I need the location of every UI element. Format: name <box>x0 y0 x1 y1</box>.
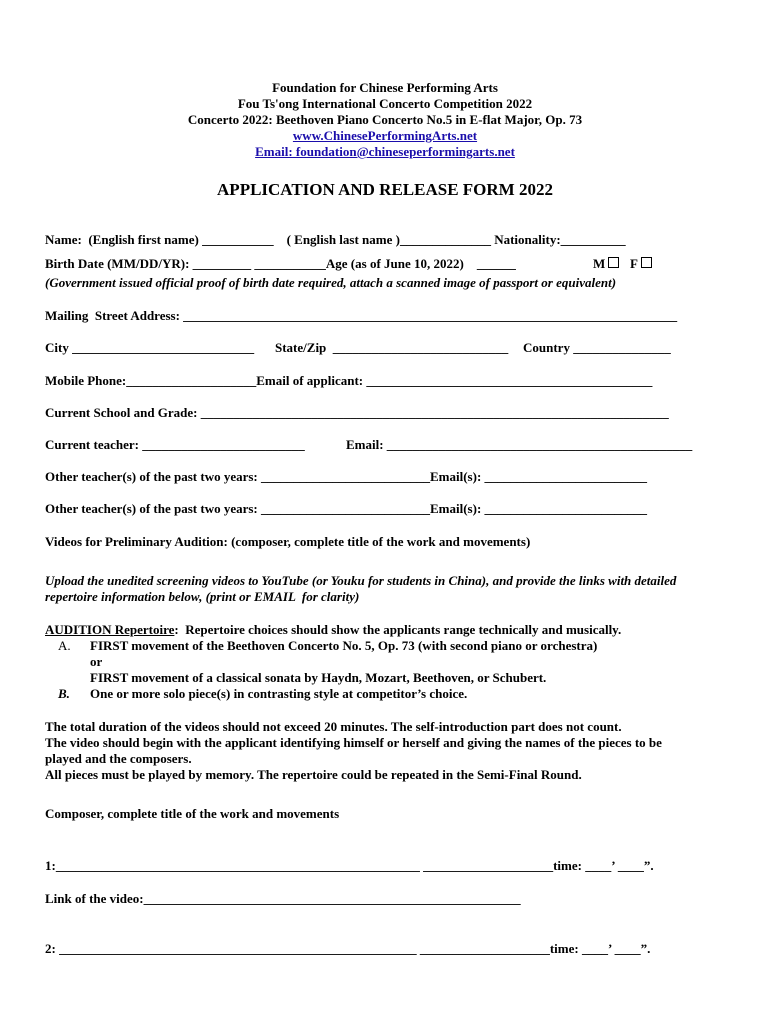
birth-date-field[interactable]: Birth Date (MM/DD/YR): _________ ___________Age (as of June 10, 2022) ______ <box>45 256 516 271</box>
org-name: Foundation for Chinese Performing Arts <box>272 80 498 95</box>
checkbox-icon[interactable] <box>641 257 652 268</box>
sex-female-label: F <box>630 256 638 271</box>
rule-line: played and the composers. <box>45 751 192 766</box>
item-a-marker: A. <box>58 638 71 653</box>
city-field[interactable]: City ____________________________ <box>45 340 255 355</box>
video-instructions-line-2: repertoire information below, (print or EMAIL for clarity) <box>45 589 360 604</box>
teacher-email-field[interactable]: Email: _______________________________________________ <box>346 437 693 452</box>
video-instructions-line-1: Upload the unedited screening videos to YouTube (or Youku for students in China), and provide the links with detailed <box>45 573 677 588</box>
checkbox-icon[interactable] <box>608 257 619 268</box>
name-field[interactable]: Name: (English first name) ___________ ( English last name )______________ Nationality:__________ <box>45 232 626 247</box>
item-b-text: One or more solo piece(s) in contrasting style at competitor’s choice. <box>90 686 468 701</box>
rule-line: All pieces must be played by memory. The repertoire could be repeated in the Semi-Final Round. <box>45 767 582 782</box>
item-b-marker: B. <box>58 686 70 701</box>
repertoire-intro-text: : Repertoire choices should show the applicants range technically and musically. <box>174 622 622 637</box>
competition-name: Fou Ts'ong International Concerto Competition 2022 <box>237 96 533 111</box>
country-field[interactable]: Country _______________ <box>523 340 671 355</box>
repertoire-intro <box>45 622 621 638</box>
current-teacher-field[interactable]: Current teacher: _________________________ <box>45 437 305 452</box>
proof-note: (Government issued official proof of birth date required, attach a scanned image of passport or equivalent) <box>45 275 617 290</box>
website-link[interactable]: www.ChinesePerformingArts.net <box>292 128 478 143</box>
mobile-email-field[interactable]: Mobile Phone:____________________Email of applicant: ____________________________________________ <box>45 373 653 388</box>
mailing-address-field[interactable]: Mailing Street Address: ____________________________________________________________________________ <box>45 308 678 323</box>
sex-female-option[interactable] <box>630 256 652 272</box>
sex-male-label: M <box>593 256 606 271</box>
item-a-text: FIRST movement of the Beethoven Concerto No. 5, Op. 73 (with second piano or orchestra) <box>90 638 598 653</box>
video-link-field-1[interactable]: Link of the video:__________________________________________________________ <box>45 891 521 906</box>
concerto-title: Concerto 2022: Beethoven Piano Concerto No.5 in E-flat Major, Op. 73 <box>187 112 583 127</box>
email-link[interactable]: Email: foundation@chineseperformingarts.net <box>255 144 515 159</box>
videos-heading: Videos for Preliminary Audition: (composer, complete title of the work and movements) <box>45 534 531 549</box>
composer-heading: Composer, complete title of the work and movements <box>45 806 340 821</box>
other-teacher-field-2[interactable]: Other teacher(s) of the past two years: __________________________Email(s): _________________________ <box>45 501 648 516</box>
form-title: APPLICATION AND RELEASE FORM 2022 <box>217 180 553 199</box>
item-a-or: or <box>90 654 103 669</box>
school-grade-field[interactable]: Current School and Grade: ________________________________________________________________________ <box>45 405 669 420</box>
other-teacher-field-1[interactable]: Other teacher(s) of the past two years: __________________________Email(s): _________________________ <box>45 469 648 484</box>
rule-line: The video should begin with the applicant identifying himself or herself and giving the names of the pieces to be <box>45 735 662 750</box>
sex-male-option[interactable] <box>593 256 619 272</box>
composer-entry-2[interactable]: 2: _______________________________________________________ ____________________time: ____’ ____”. <box>45 941 651 956</box>
composer-entry-1[interactable]: 1:________________________________________________________ ____________________time: ____’ ____”. <box>45 858 654 873</box>
state-zip-field[interactable]: State/Zip ___________________________ <box>275 340 509 355</box>
rule-line: The total duration of the videos should not exceed 20 minutes. The self-introduction part does not count. <box>45 719 622 734</box>
repertoire-label: AUDITION Repertoire <box>45 622 175 637</box>
item-a-alternative: FIRST movement of a classical sonata by Haydn, Mozart, Beethoven, or Schubert. <box>90 670 547 685</box>
